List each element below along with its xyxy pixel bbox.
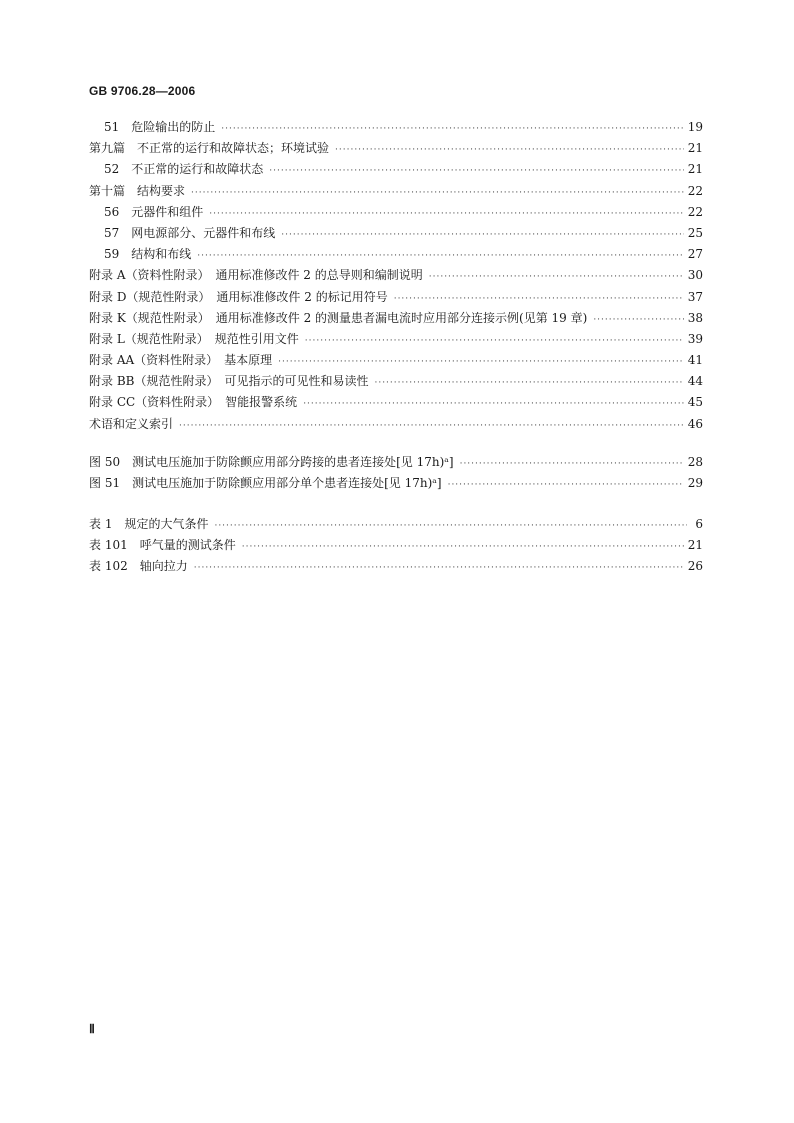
- standard-number: GB 9706.28—2006: [89, 84, 196, 98]
- toc-entry-title: 51 危险输出的防止: [104, 120, 216, 134]
- toc-entry-title: 附录 L（规范性附录） 规范性引用文件: [89, 331, 299, 346]
- toc-entry-page: 22: [687, 183, 703, 198]
- dot-leader: [194, 563, 684, 573]
- toc-entry[interactable]: [89, 224, 703, 245]
- figure-entry-title: 图 51 测试电压施加于防除颤应用部分单个患者连接处[见 17h)ᵃ]: [89, 476, 442, 491]
- dot-leader: [460, 459, 684, 469]
- toc-entry-title: 第九篇 不正常的运行和故障状态；环境试验: [89, 141, 330, 156]
- dot-leader: [269, 166, 683, 176]
- toc-entry-title: 59 结构和布线: [104, 247, 192, 262]
- table-entry-page: 6: [695, 517, 703, 531]
- toc-entry[interactable]: [89, 139, 703, 160]
- figure-entry[interactable]: [89, 474, 703, 495]
- dot-leader: [214, 521, 687, 531]
- toc-entry-title: 附录 A（资料性附录） 通用标准修改件 2 的总导则和编制说明: [89, 268, 423, 283]
- toc-entry[interactable]: [89, 309, 703, 330]
- table-entry-title: 表 102 轴向拉力: [89, 559, 188, 574]
- toc-entry-page: 44: [687, 374, 703, 389]
- figure-entry-title: 图 50 测试电压施加于防除颤应用部分跨接的患者连接处[见 17h)ᵃ]: [89, 455, 454, 469]
- toc-entry-page: 22: [687, 204, 703, 219]
- toc-entry[interactable]: [89, 160, 703, 181]
- toc-entry-title: 附录 CC（资料性附录） 智能报警系统: [89, 395, 298, 410]
- toc-entry[interactable]: [89, 266, 703, 287]
- toc-entry-title: 56 元器件和组件: [104, 204, 204, 219]
- toc-entry[interactable]: [89, 415, 703, 436]
- toc-entry-page: 46: [687, 416, 703, 431]
- table-entry[interactable]: [89, 557, 703, 578]
- table-entry[interactable]: [89, 536, 703, 557]
- toc-entry[interactable]: [89, 330, 703, 351]
- dot-leader: [197, 251, 683, 261]
- dot-leader: [209, 209, 683, 219]
- toc-entry-page: 37: [687, 289, 703, 304]
- toc-entry[interactable]: [89, 203, 703, 224]
- toc-entry-page: 45: [687, 395, 703, 410]
- dot-leader: [448, 480, 684, 490]
- dot-leader: [335, 145, 684, 155]
- toc-tables: [89, 515, 703, 579]
- toc-entry[interactable]: [89, 118, 703, 139]
- dot-leader: [242, 542, 684, 552]
- dot-leader: [281, 230, 683, 240]
- toc-entry-title: 57 网电源部分、元器件和布线: [104, 225, 276, 240]
- dot-leader: [179, 421, 684, 431]
- toc-entry-title: 附录 K（规范性附录） 通用标准修改件 2 的测量患者漏电流时应用部分连接示例(见第 19 章): [89, 310, 588, 325]
- toc-entry-page: 39: [687, 331, 703, 346]
- toc-entry[interactable]: [89, 393, 703, 414]
- figure-entry-page: 29: [687, 476, 703, 491]
- toc-entry-title: 52 不正常的运行和故障状态: [104, 162, 264, 177]
- toc-entry[interactable]: [89, 351, 703, 372]
- dot-leader: [305, 336, 684, 346]
- table-entry-page: 21: [687, 538, 703, 553]
- dot-leader: [191, 188, 684, 198]
- dot-leader: [278, 357, 684, 367]
- dot-leader: [394, 294, 684, 304]
- toc-entry[interactable]: [89, 372, 703, 393]
- toc-entry-title: 附录 D（规范性附录） 通用标准修改件 2 的标记用符号: [89, 289, 388, 304]
- toc-entry-title: 第十篇 结构要求: [89, 183, 186, 198]
- toc-entry-title: 附录 AA（资料性附录） 基本原理: [89, 353, 273, 368]
- toc-entry-page: 38: [687, 310, 703, 325]
- toc-figures: [89, 453, 703, 495]
- toc-entry-title: 术语和定义索引: [89, 416, 174, 431]
- toc-entry-page: 41: [687, 353, 703, 368]
- toc-entry[interactable]: [89, 288, 703, 309]
- figure-entry-page: 28: [687, 455, 703, 469]
- page-number: Ⅱ: [89, 1022, 95, 1036]
- table-entry[interactable]: [89, 515, 703, 536]
- table-entry-page: 26: [687, 559, 703, 574]
- toc-entry-page: 19: [687, 120, 703, 134]
- table-entry-title: 表 1 规定的大气条件: [89, 517, 209, 531]
- dot-leader: [593, 315, 683, 325]
- figure-entry[interactable]: [89, 453, 703, 474]
- toc-entry-page: 25: [687, 225, 703, 240]
- toc-entry-page: 21: [687, 162, 703, 177]
- toc-sections: [89, 118, 703, 436]
- toc-entry[interactable]: [89, 245, 703, 266]
- toc-entry-title: 附录 BB（规范性附录） 可见指示的可见性和易读性: [89, 374, 369, 389]
- dot-leader: [429, 272, 684, 282]
- dot-leader: [374, 378, 683, 388]
- table-entry-title: 表 101 呼气量的测试条件: [89, 538, 236, 553]
- toc-entry-page: 21: [687, 141, 703, 156]
- toc-entry-page: 27: [687, 247, 703, 262]
- toc-entry-page: 30: [687, 268, 703, 283]
- dot-leader: [221, 124, 683, 134]
- dot-leader: [303, 399, 684, 409]
- toc-entry[interactable]: [89, 182, 703, 203]
